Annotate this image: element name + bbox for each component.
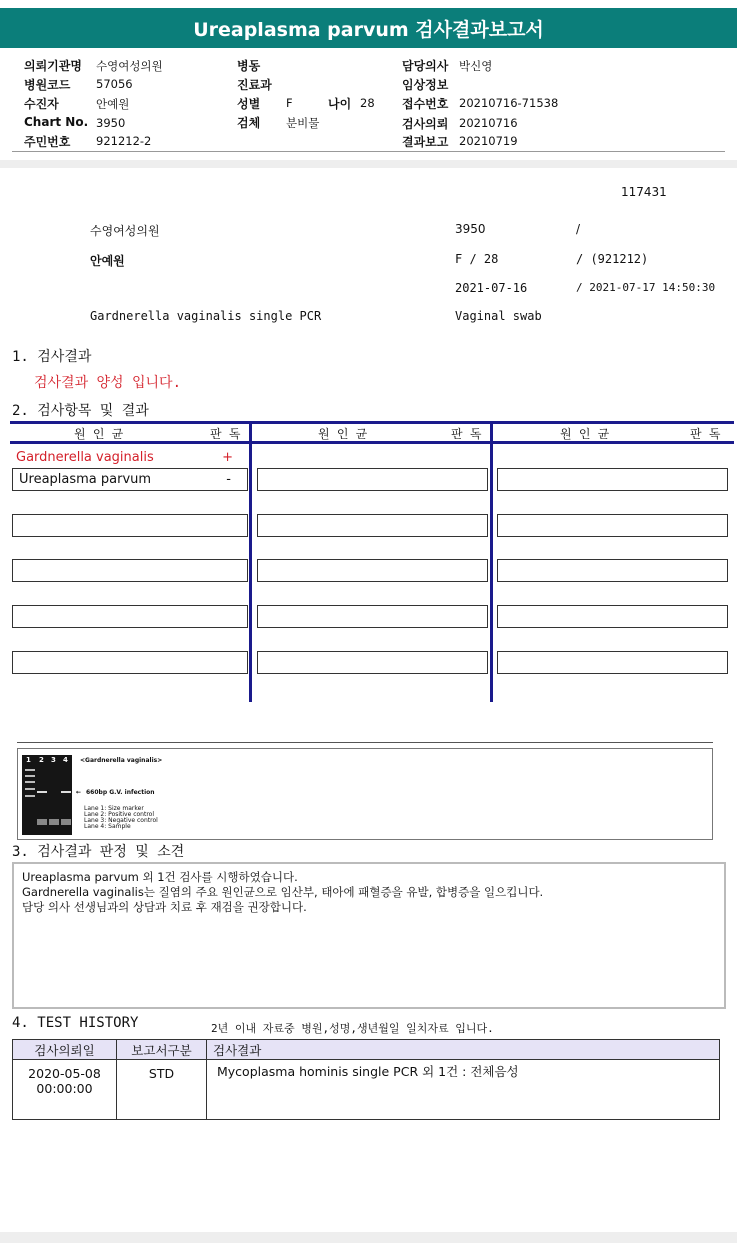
resident-no-label: 주민번호	[24, 135, 71, 149]
result-positive-text: 검사결과 양성 입니다.	[34, 375, 182, 391]
specimen-value: 분비물	[286, 116, 320, 130]
patient-label: 수진자	[24, 97, 59, 111]
sex-value: F	[286, 96, 293, 110]
organism-name: Ureaplasma parvum	[19, 472, 152, 487]
summary-patient: 안예원	[90, 254, 125, 268]
chart-no-value: 3950	[96, 116, 126, 130]
clinical-info-label: 임상정보	[402, 78, 449, 92]
hospital-code-label: 병원코드	[24, 78, 71, 92]
specimen-label: 검체	[237, 116, 261, 130]
institution-value: 수영여성의원	[96, 59, 163, 73]
gel-legend-item: Lane 1: Size marker	[84, 805, 144, 812]
gel-title: <Gardnerella vaginalis>	[80, 757, 163, 764]
doctor-value: 박신영	[459, 59, 493, 73]
opinion-box	[12, 862, 726, 1009]
sex-label: 성별	[237, 97, 261, 111]
summary-test-name: Gardnerella vaginalis single PCR	[90, 309, 322, 323]
lane-number: 2	[39, 756, 44, 764]
summary-slash: /	[576, 222, 581, 236]
footer-band	[0, 1232, 737, 1243]
hospital-code-value: 57056	[96, 77, 133, 91]
empty-cell	[497, 468, 728, 491]
age-value: 28	[360, 96, 375, 110]
summary-request-date: 2021-07-16	[455, 281, 528, 295]
summary-sex-age: F / 28	[455, 252, 499, 266]
table-row	[12, 468, 248, 491]
history-col-type: 보고서구분	[117, 1040, 207, 1060]
resident-no-value: 921212-2	[96, 134, 152, 148]
summary-institution: 수영여성의원	[90, 224, 160, 238]
lane-number: 1	[26, 756, 31, 764]
empty-cell	[497, 605, 728, 628]
gel-legend-item: Lane 4: Sample	[84, 823, 131, 830]
gel-divider	[17, 742, 713, 743]
col-judge-2: 판 독	[451, 427, 482, 441]
header-band	[0, 160, 737, 168]
request-date-value: 20210716	[459, 116, 518, 130]
empty-cell	[257, 559, 488, 582]
report-title: Ureaplasma parvum 검사결과보고서	[0, 8, 737, 48]
gel-arrow: ←	[76, 789, 82, 796]
empty-cell	[257, 468, 488, 491]
empty-cell	[12, 559, 248, 582]
col-judge-3: 판 독	[690, 427, 721, 441]
history-note: 2년 이내 자료중 병원,성명,생년월일 일치자료 입니다.	[211, 1022, 494, 1035]
opinion-line: 담당 의사 선생님과의 상담과 치료 후 재검을 권장합니다.	[22, 900, 307, 914]
summary-chart: 3950	[455, 222, 486, 236]
department-label: 진료과	[237, 78, 272, 92]
gel-legend-item: Lane 3: Negative control	[84, 817, 158, 824]
history-result: Mycoplasma hominis single PCR 외 1건 : 전체음성	[207, 1060, 720, 1120]
summary-report-datetime: / 2021-07-17 14:50:30	[576, 281, 716, 294]
col-organism-3: 원 인 균	[560, 427, 610, 441]
empty-cell	[497, 559, 728, 582]
age-label: 나이	[328, 97, 352, 111]
empty-cell	[12, 651, 248, 674]
chart-no-label: Chart No.	[24, 115, 89, 129]
section2-title: 2. 검사항목 및 결과	[12, 403, 149, 419]
lane-number: 4	[63, 756, 68, 764]
receipt-no-value: 20210716-71538	[459, 96, 559, 110]
patient-value: 안예원	[96, 97, 130, 111]
organism-judge: -	[226, 472, 231, 487]
doctor-label: 담당의사	[402, 59, 449, 73]
col-organism-1: 원 인 균	[74, 427, 124, 441]
empty-cell	[497, 651, 728, 674]
empty-cell	[12, 605, 248, 628]
serial-number: 117431	[621, 185, 667, 199]
opinion-line: Gardnerella vaginalis는 질염의 주요 원인균으로 임산부, 태아에 패혈증을 유발, 합병증을 일으킵니다.	[22, 885, 544, 899]
empty-cell	[257, 651, 488, 674]
section1-title: 1. 검사결과	[12, 349, 92, 365]
gel-image	[22, 755, 72, 835]
gel-electrophoresis-panel	[17, 748, 713, 840]
summary-specimen: Vaginal swab	[455, 309, 542, 323]
history-date-cell	[13, 1060, 117, 1120]
organism-judge: +	[222, 450, 233, 465]
history-col-result: 검사결과	[207, 1040, 720, 1060]
ward-label: 병동	[237, 59, 261, 73]
request-date-label: 검사의뢰	[402, 117, 449, 131]
gel-band-label: 660bp G.V. infection	[86, 789, 155, 796]
section3-title: 3. 검사결과 판정 및 소견	[12, 844, 185, 860]
empty-cell	[12, 514, 248, 537]
history-col-date: 검사의뢰일	[13, 1040, 117, 1060]
history-table	[12, 1039, 720, 1120]
empty-cell	[257, 605, 488, 628]
lane-number: 3	[51, 756, 56, 764]
history-type: STD	[117, 1060, 207, 1120]
report-date-value: 20210719	[459, 134, 518, 148]
table-row	[13, 1060, 720, 1120]
col-organism-2: 원 인 균	[318, 427, 368, 441]
header-divider	[12, 151, 725, 152]
institution-label: 의뢰기관명	[24, 59, 82, 73]
opinion-line: Ureaplasma parvum 외 1건 검사를 시행하였습니다.	[22, 870, 298, 884]
history-time: 00:00:00	[36, 1081, 93, 1096]
receipt-no-label: 접수번호	[402, 97, 449, 111]
organism-name: Gardnerella vaginalis	[16, 450, 154, 465]
summary-resident: / (921212)	[576, 252, 649, 266]
report-date-label: 결과보고	[402, 135, 449, 149]
col-judge-1: 판 독	[210, 427, 241, 441]
table-row	[16, 450, 249, 465]
empty-cell	[257, 514, 488, 537]
gel-legend-item: Lane 2: Positive control	[84, 811, 155, 818]
history-date: 2020-05-08	[28, 1066, 101, 1081]
section4-title: 4. TEST HISTORY	[12, 1015, 139, 1031]
empty-cell	[497, 514, 728, 537]
